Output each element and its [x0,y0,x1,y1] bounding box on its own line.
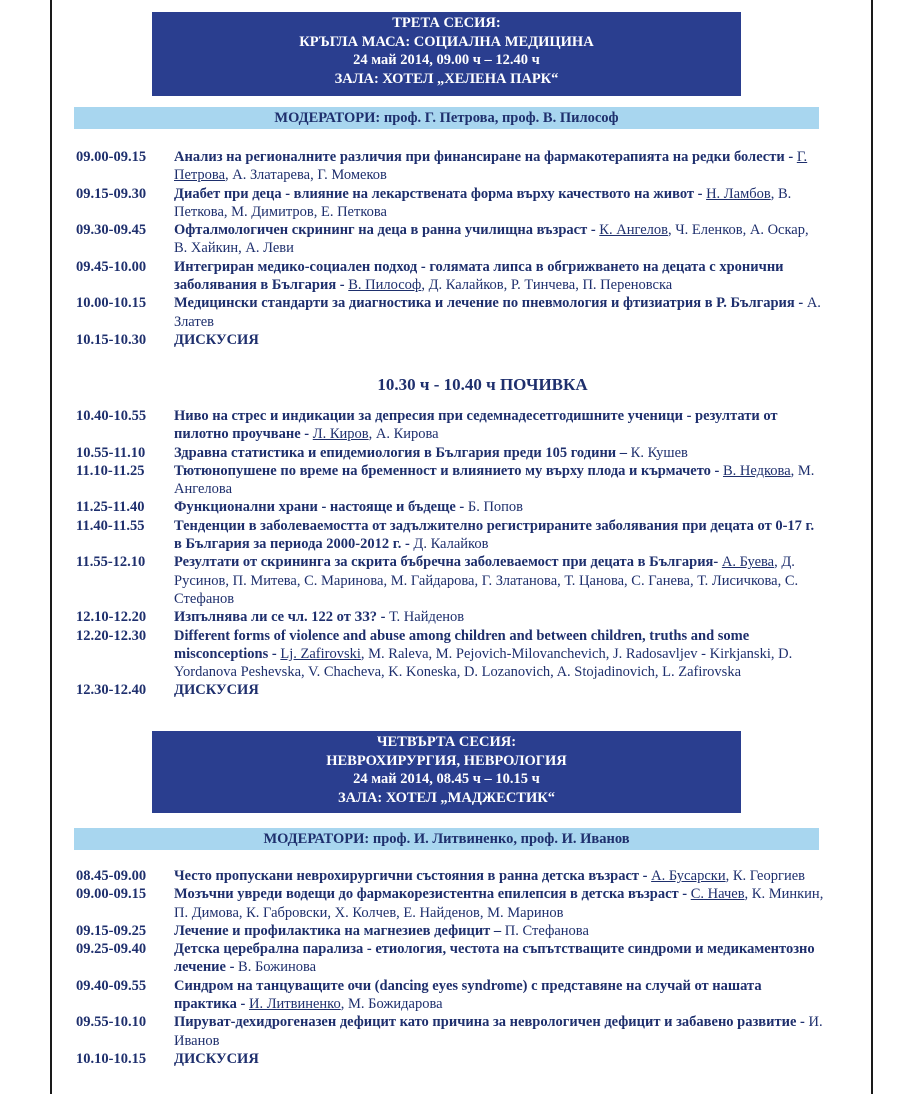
co-authors: Т. Найденов [389,609,465,626]
session-3-topic: КРЪГЛА МАСА: СОЦИАЛНА МЕДИЦИНА [299,33,594,50]
talk-title: Тютюнопушене по време на бременност и влиянието му върху плода и кърмачето - [174,462,720,479]
time-slot: 12.20-12.30 [76,627,147,644]
program-row [0,221,905,258]
co-authors: П. Стефанова [504,922,589,939]
talk-description [174,867,824,885]
session-3-break [0,368,905,404]
talk-title: ДИСКУСИЯ [174,1050,259,1067]
talk-title: Синдром на танцуващите очи (dancing eyes syndrome) с представяне на случай от нашата практика - [174,977,762,1013]
talk-title: Интегриран медико-социален подход - голямата липса в обгрижването на децата с хронични заболявания в България - [174,258,784,294]
session-4-program [0,867,905,1068]
time-slot: 10.40-10.55 [76,408,147,424]
co-authors: А. Златев [174,295,821,330]
presenting-author: А. Бусарски [651,868,726,884]
talk-title: Изпълнява ли се чл. 122 от ЗЗ? - [174,609,386,626]
time-slot: 09.15-09.25 [76,922,147,939]
program-row [0,553,905,608]
talk-title: Different forms of violence and abuse among children and between children, truths and some misconceptions - [174,627,750,662]
session-4-topic: НЕВРОХИРУРГИЯ, НЕВРОЛОГИЯ [326,752,567,769]
time-slot: 11.10-11.25 [76,462,145,479]
co-authors: , Ч. Еленков, А. Оскар, В. Хайкин, А. Леви [174,222,809,257]
presenting-author: С. Начев [690,886,745,903]
talk-title: Мозъчни увреди водещи до фармакорезистентна епилепсия в детска възраст - [174,886,688,903]
time-slot: 09.55-10.10 [76,1014,147,1031]
talk-description [174,498,824,516]
talk-description [174,553,824,608]
talk-description [174,627,824,682]
talk-description [174,1013,824,1050]
co-authors: , М. Ангелова [174,462,815,498]
talk-description [174,517,824,554]
co-authors: Д. Калайков [413,536,489,553]
program-row [0,627,905,682]
program-row [0,922,905,940]
session-3-moderators: МОДЕРАТОРИ: проф. Г. Петрова, проф. В. Пилософ [74,107,819,129]
session-3-title: ТРЕТА СЕСИЯ: [392,15,501,31]
talk-description [174,462,824,499]
program-row [0,1050,905,1068]
presenting-author: К. Ангелов [599,222,668,239]
talk-description [174,885,824,922]
presenting-author: В. Пилософ [348,277,422,294]
program-row [0,867,905,885]
presenting-author: Г. Петрова [174,149,808,184]
presenting-author: Н. Ламбов [706,185,771,202]
talk-title: Анализ на регионалните различия при финансиране на фармакотерапията на редки болести - [174,149,794,165]
talk-title: Диабет при деца - влияние на лекарствената форма върху качеството на живот - [174,185,703,202]
time-slot: 09.40-09.55 [76,977,147,994]
time-slot: 08.45-09.00 [76,868,147,884]
co-authors: , К. Минкин, П. Димова, К. Габровски, Х. Колчев, Е. Найденов, М. Маринов [174,886,824,921]
program-row [0,940,905,977]
program-row [0,885,905,922]
program-row [0,1013,905,1050]
session-3-hall: ЗАЛА: ХОТЕЛ „ХЕЛЕНА ПАРК“ [334,70,559,87]
time-slot: 10.55-11.10 [76,444,146,461]
program-row [0,681,905,699]
time-slot: 12.10-12.20 [76,609,147,626]
talk-description [174,608,824,626]
time-slot: 10.15-10.30 [76,331,147,348]
talk-title: Здравна статистика и епидемиология в България преди 105 години – [174,444,628,461]
talk-description [174,148,824,185]
talk-description [174,940,824,977]
talk-title: Офталмологичен скрининг на деца в ранна училищна възраст - [174,222,596,239]
program-row [0,185,905,222]
session-3-program-part-2 [0,407,905,700]
talk-description [174,922,824,940]
program-row [0,977,905,1014]
time-slot: 09.30-09.45 [76,222,147,239]
talk-title: Медицински стандарти за диагностика и лечение по пневмология и фтизиатрия в Р. България - [174,295,804,312]
time-slot: 11.40-11.55 [76,517,145,534]
talk-title: Лечение и профилактика на магнезиев дефицит – [174,922,502,939]
program-row [0,498,905,516]
talk-title: Функционални храни - настояще и бъдеще - [174,499,465,516]
talk-description [174,294,824,331]
talk-description [174,221,824,258]
session-4-hall: ЗАЛА: ХОТЕЛ „МАДЖЕСТИК“ [337,789,556,806]
talk-description [174,407,824,444]
talk-title: Ниво на стрес и индикации за депресия при седемнадесетгодишните ученици - резултати от пилотно проучване - [174,408,778,443]
talk-title: Резултати от скрининга за скрита бъбречна заболеваемост при децата в България- [174,554,719,571]
time-slot: 09.45-10.00 [76,258,147,275]
talk-title: Тенденции в заболеваемостта от задължително регистрираните заболявания при децата от 0-17 г. в България за периода 2000-2012 г. - [174,517,815,553]
time-slot: 10.00-10.15 [76,295,147,312]
session-4-title: ЧЕТВЪРТА СЕСИЯ: [376,734,517,750]
session-3-program-part-1 [0,148,905,349]
session-4-moderators: МОДЕРАТОРИ: проф. И. Литвиненко, проф. И. Иванов [74,828,819,850]
talk-title: Детска церебрална парализа - етиология, честота на съпътстващите синдроми и медикаментозно лечение - [174,941,815,976]
talk-title: ДИСКУСИЯ [174,331,259,348]
co-authors: , Д. Русинов, П. Митева, С. Маринова, М. Гайдарова, Г. Златанова, Т. Цанова, С. Ганева, Т. Лисичкова, С. Стефанов [174,554,799,607]
talk-description [174,1050,824,1068]
presenting-author: Lj. Zafirovski [280,645,361,662]
co-authors: , М. Божидарова [340,996,443,1013]
time-slot: 11.55-12.10 [76,554,146,571]
break-title: 10.30 ч - 10.40 ч ПОЧИВКА [377,375,588,394]
talk-title: ДИСКУСИЯ [174,682,259,699]
program-row [0,407,905,444]
co-authors: К. Кушев [630,444,688,461]
talk-description [174,331,824,349]
time-slot: 12.30-12.40 [76,682,147,699]
time-slot: 11.25-11.40 [76,499,145,516]
session-3-date: 24 май 2014, 09.00 ч – 12.40 ч [353,52,540,68]
program-row [0,608,905,626]
presenting-author: И. Литвиненко [248,996,341,1013]
co-authors: , В. Петкова, М. Димитров, Е. Петкова [174,185,792,220]
talk-description [174,681,824,699]
talk-description [174,185,824,222]
talk-description [174,444,824,462]
program-row [0,444,905,462]
time-slot: 09.00-09.15 [76,886,147,903]
co-authors: Б. Попов [467,499,524,516]
time-slot: 09.25-09.40 [76,941,147,958]
program-row [0,462,905,499]
program-row [0,294,905,331]
time-slot: 09.15-09.30 [76,185,147,202]
co-authors: , К. Георгиев [725,868,805,884]
program-row [0,331,905,349]
co-authors: И. Иванов [174,1014,823,1049]
co-authors: , А. Златарева, Г. Момеков [225,167,387,184]
program-row [0,517,905,554]
co-authors: , А. Кирова [368,426,439,443]
presenting-author: А. Буева [721,554,775,571]
talk-description [174,977,824,1014]
talk-title: Често пропускани неврохирургични състояния в ранна детска възраст - [174,868,648,884]
co-authors: В. Божинова [238,959,317,976]
presenting-author: В. Недкова [722,462,791,479]
presenting-author: Л. Киров [312,426,369,443]
session-3-header [152,12,741,96]
talk-description [174,258,824,295]
session-4-header [152,731,741,813]
time-slot: 10.10-10.15 [76,1050,147,1067]
co-authors: , M. Raleva, M. Pejovich-Milovanchevich, J. Radosavljev - Kirkjanski, D. Yordanova Peshevska, V. Chacheva, K. Koneska, D. Lozanovich, A. Stojadinovich, L. Zafirovska [174,645,793,681]
co-authors: , Д. Калайков, Р. Тинчева, П. Переновска [421,277,673,294]
program-row [0,148,905,185]
time-slot: 09.00-09.15 [76,149,147,165]
talk-title: Пируват-дехидрогеназен дефицит като причина за неврологичен дефицит и забавено развитие - [174,1014,805,1031]
session-4-date: 24 май 2014, 08.45 ч – 10.15 ч [353,771,540,787]
program-row [0,258,905,295]
